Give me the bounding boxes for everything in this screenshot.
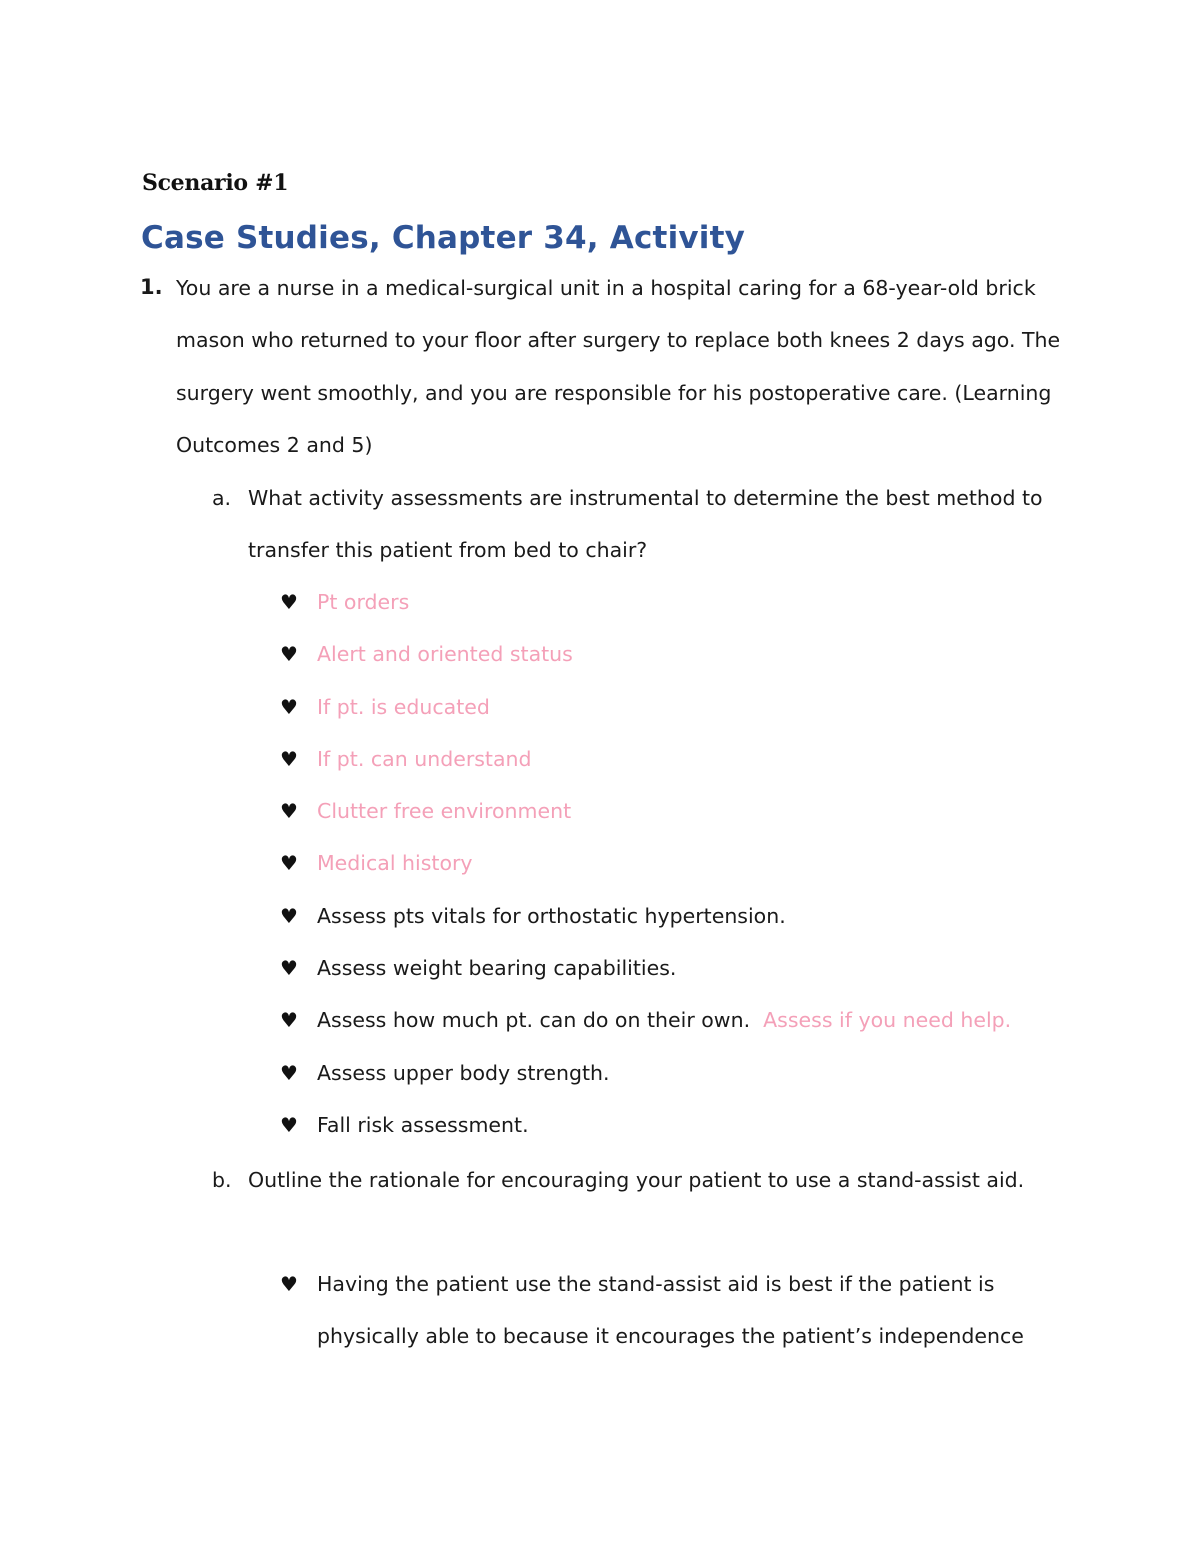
- heart-bullet-icon: ♥: [280, 1008, 298, 1033]
- heart-bullet-icon: ♥: [280, 1272, 298, 1296]
- heart-bullet-icon: ♥: [280, 590, 298, 614]
- answer-text: Alert and oriented status: [317, 642, 573, 667]
- heart-bullet-icon: ♥: [280, 694, 298, 719]
- heart-bullet-icon: ♥: [280, 746, 298, 771]
- heart-bullet-icon: ♥: [280, 642, 298, 667]
- list-item: [280, 890, 1070, 942]
- part-b-answer-list: [280, 1258, 1070, 1363]
- answer-text: If pt. is educated: [317, 694, 490, 719]
- list-item: [280, 681, 1070, 733]
- list-item: [280, 1047, 1070, 1099]
- part-b-question: Outline the rationale for encouraging your patient to use a stand-assist aid.: [248, 1168, 1025, 1192]
- part-a-answer-list: [280, 576, 1070, 1151]
- list-item: [280, 576, 1070, 628]
- answer-text: Clutter free environment: [317, 799, 572, 824]
- scenario-label: Scenario #1: [142, 170, 289, 196]
- list-item: [280, 837, 1070, 889]
- answer-text: Pt orders: [317, 590, 410, 614]
- list-item: [280, 785, 1070, 837]
- question-1-text: You are a nurse in a medical-surgical unit in a hospital caring for a 68-year-old brick mason who returned to your floor after surgery to replace both knees 2 days ago. The surgery went smoothly, and you are responsible for his postoperative care. (Learning Outcomes 2 and 5): [176, 276, 1061, 457]
- answer-text: Assess how much pt. can do on their own.: [317, 1008, 751, 1033]
- answer-text: Assess upper body strength.: [317, 1060, 610, 1085]
- part-b-letter: b.: [212, 1168, 232, 1192]
- heart-bullet-icon: ♥: [280, 851, 298, 876]
- heart-bullet-icon: ♥: [280, 1112, 298, 1137]
- list-item: [280, 1258, 1070, 1363]
- answer-text: If pt. can understand: [317, 746, 532, 771]
- heart-bullet-icon: ♥: [280, 1060, 298, 1085]
- list-item: [280, 733, 1070, 785]
- answer-text: Fall risk assessment.: [317, 1112, 529, 1137]
- answer-text: Medical history: [317, 851, 473, 876]
- answer-extra-text: Assess if you need help.: [763, 1008, 1012, 1033]
- part-a-question: What activity assessments are instrumental to determine the best method to transfer this patient from bed to chair?: [248, 486, 1043, 563]
- list-item: [280, 1099, 1070, 1151]
- heart-bullet-icon: ♥: [280, 799, 298, 824]
- question-number: 1.: [140, 275, 163, 299]
- answer-text: Having the patient use the stand-assist aid is best if the patient is physically able to because it encourages the patient’s independence: [317, 1272, 1024, 1349]
- answer-text: Assess weight bearing capabilities.: [317, 956, 677, 981]
- list-item: [280, 942, 1070, 994]
- list-item: [280, 994, 1070, 1046]
- heart-bullet-icon: ♥: [280, 903, 298, 928]
- part-a-letter: a.: [212, 486, 232, 510]
- page-title: Case Studies, Chapter 34, Activity: [141, 220, 746, 256]
- list-item: [280, 628, 1070, 680]
- answer-text: Assess pts vitals for orthostatic hypertension.: [317, 903, 786, 928]
- heart-bullet-icon: ♥: [280, 956, 298, 981]
